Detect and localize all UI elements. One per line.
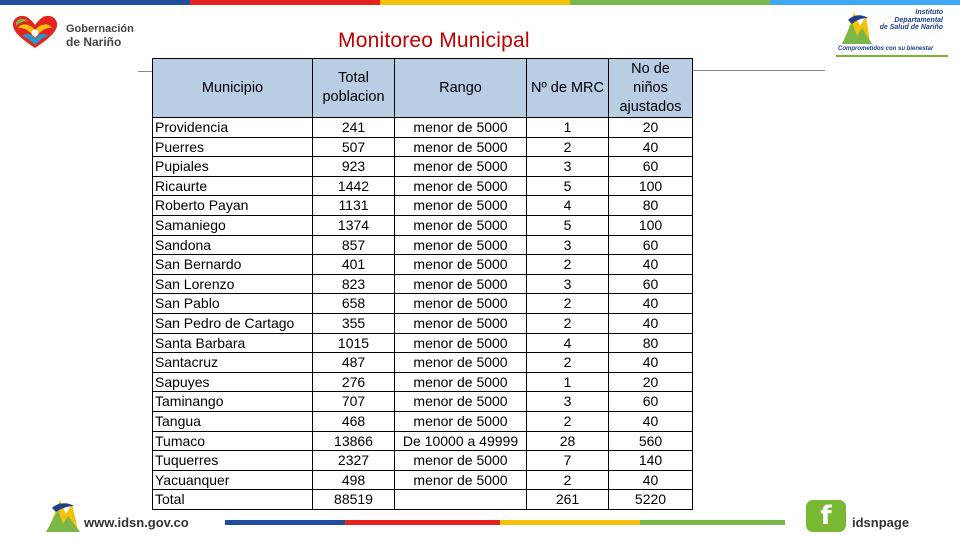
cell-municipio: Sapuyes (153, 372, 313, 392)
cell-municipio: Santacruz (153, 353, 313, 373)
table-row (153, 392, 693, 412)
header-ninos-ajustados: No de niños ajustados (609, 59, 693, 118)
cell-rango: menor de 5000 (395, 215, 527, 235)
cell-rango: menor de 5000 (395, 470, 527, 490)
title-rule-left (138, 71, 152, 72)
cell-ninos-ajustados: 80 (609, 333, 693, 353)
cell-mrc: 5 (527, 215, 609, 235)
footer-color-bar (225, 520, 785, 525)
cell-mrc: 1 (527, 118, 609, 138)
cell-rango: menor de 5000 (395, 294, 527, 314)
cell-mrc: 2 (527, 294, 609, 314)
cell-mrc: 2 (527, 470, 609, 490)
idsn-logo (836, 8, 948, 58)
cell-total-poblacion: 1015 (313, 333, 395, 353)
facebook-glyph: f (820, 501, 832, 531)
website-link[interactable]: www.idsn.gov.co (84, 515, 189, 530)
idsn-footer-emblem-icon (44, 496, 84, 534)
cell-municipio: Taminango (153, 392, 313, 412)
idsn-underline (836, 55, 948, 57)
idsn-line1: Instituto (915, 9, 943, 16)
cell-total-poblacion: 355 (313, 313, 395, 333)
cell-municipio: Santa Barbara (153, 333, 313, 353)
cell-mrc: 3 (527, 392, 609, 412)
cell-ninos-ajustados: 140 (609, 451, 693, 471)
cell-total-poblacion: 487 (313, 353, 395, 373)
table-row (153, 313, 693, 333)
cell-ninos-ajustados: 560 (609, 431, 693, 451)
cell-mrc: 4 (527, 196, 609, 216)
cell-total-poblacion: 658 (313, 294, 395, 314)
table-row (153, 470, 693, 490)
table-row (153, 490, 693, 510)
municipal-monitoring-table (152, 58, 693, 510)
cell-mrc: 2 (527, 255, 609, 275)
cell-mrc: 2 (527, 137, 609, 157)
cell-municipio: Yacuanquer (153, 470, 313, 490)
cell-ninos-ajustados: 20 (609, 118, 693, 138)
cell-total-poblacion: 468 (313, 411, 395, 431)
cell-rango: menor de 5000 (395, 353, 527, 373)
cell-ninos-ajustados: 40 (609, 353, 693, 373)
cell-municipio: Roberto Payan (153, 196, 313, 216)
table-row (153, 118, 693, 138)
cell-municipio: Sandona (153, 235, 313, 255)
cell-total-poblacion: 241 (313, 118, 395, 138)
cell-total-poblacion: 507 (313, 137, 395, 157)
cell-municipio: Ricaurte (153, 176, 313, 196)
cell-total-poblacion: 1442 (313, 176, 395, 196)
table-row (153, 235, 693, 255)
cell-mrc: 3 (527, 274, 609, 294)
cell-ninos-ajustados: 5220 (609, 490, 693, 510)
cell-ninos-ajustados: 40 (609, 411, 693, 431)
table-row (153, 372, 693, 392)
cell-rango: menor de 5000 (395, 274, 527, 294)
cell-mrc: 4 (527, 333, 609, 353)
table-row (153, 137, 693, 157)
cell-total-poblacion: 1374 (313, 215, 395, 235)
cell-rango: menor de 5000 (395, 196, 527, 216)
cell-ninos-ajustados: 80 (609, 196, 693, 216)
table-row (153, 353, 693, 373)
cell-rango: menor de 5000 (395, 157, 527, 177)
cell-total-poblacion: 13866 (313, 431, 395, 451)
cell-ninos-ajustados: 60 (609, 274, 693, 294)
cell-municipio: Tumaco (153, 431, 313, 451)
facebook-icon[interactable] (806, 500, 846, 532)
cell-mrc: 3 (527, 235, 609, 255)
cell-total-poblacion: 707 (313, 392, 395, 412)
table-row (153, 431, 693, 451)
cell-rango: menor de 5000 (395, 392, 527, 412)
cell-ninos-ajustados: 40 (609, 137, 693, 157)
table-header-row (153, 59, 693, 118)
idsn-logo-text (869, 9, 943, 32)
header-municipio: Municipio (153, 59, 313, 118)
cell-municipio: Samaniego (153, 215, 313, 235)
header-total-poblacion: Total poblacion (313, 59, 395, 118)
cell-mrc: 2 (527, 353, 609, 373)
cell-municipio: Total (153, 490, 313, 510)
cell-total-poblacion: 276 (313, 372, 395, 392)
cell-municipio: Tangua (153, 411, 313, 431)
cell-mrc: 2 (527, 313, 609, 333)
cell-total-poblacion: 401 (313, 255, 395, 275)
cell-ninos-ajustados: 20 (609, 372, 693, 392)
page-title: Monitoreo Municipal (338, 29, 530, 52)
cell-municipio: San Lorenzo (153, 274, 313, 294)
top-color-bar (0, 0, 960, 5)
header-mrc: Nº de MRC (527, 59, 609, 118)
cell-total-poblacion: 823 (313, 274, 395, 294)
cell-ninos-ajustados: 40 (609, 470, 693, 490)
cell-rango: menor de 5000 (395, 137, 527, 157)
cell-total-poblacion: 857 (313, 235, 395, 255)
title-rule-right (692, 70, 825, 71)
cell-rango: De 10000 a 49999 (395, 431, 527, 451)
cell-mrc: 7 (527, 451, 609, 471)
cell-rango (395, 490, 527, 510)
cell-total-poblacion: 923 (313, 157, 395, 177)
cell-rango: menor de 5000 (395, 255, 527, 275)
cell-mrc: 2 (527, 411, 609, 431)
gobernacion-narino-logo (10, 14, 150, 54)
cell-ninos-ajustados: 40 (609, 294, 693, 314)
cell-mrc: 3 (527, 157, 609, 177)
cell-ninos-ajustados: 60 (609, 392, 693, 412)
cell-rango: menor de 5000 (395, 118, 527, 138)
table-row (153, 196, 693, 216)
cell-mrc: 261 (527, 490, 609, 510)
cell-municipio: Puerres (153, 137, 313, 157)
cell-ninos-ajustados: 100 (609, 215, 693, 235)
table-row (153, 255, 693, 275)
table-row (153, 451, 693, 471)
table-row (153, 294, 693, 314)
cell-mrc: 1 (527, 372, 609, 392)
cell-mrc: 28 (527, 431, 609, 451)
heart-logo-icon (10, 14, 60, 50)
table-row (153, 411, 693, 431)
idsn-line2: Departamental (894, 16, 943, 24)
table-row (153, 333, 693, 353)
cell-rango: menor de 5000 (395, 313, 527, 333)
gob-logo-line2: de Nariño (66, 35, 122, 49)
cell-rango: menor de 5000 (395, 176, 527, 196)
cell-total-poblacion: 88519 (313, 490, 395, 510)
header-rango: Rango (395, 59, 527, 118)
cell-rango: menor de 5000 (395, 451, 527, 471)
gob-logo-line1: Gobernación (66, 23, 134, 35)
table-row (153, 274, 693, 294)
social-handle[interactable]: idsnpage (852, 515, 910, 530)
cell-municipio: Pupiales (153, 157, 313, 177)
table-row (153, 176, 693, 196)
cell-rango: menor de 5000 (395, 411, 527, 431)
table-row (153, 215, 693, 235)
cell-mrc: 5 (527, 176, 609, 196)
cell-municipio: Tuquerres (153, 451, 313, 471)
cell-municipio: San Bernardo (153, 255, 313, 275)
cell-total-poblacion: 2327 (313, 451, 395, 471)
cell-total-poblacion: 498 (313, 470, 395, 490)
cell-municipio: San Pablo (153, 294, 313, 314)
table-row (153, 157, 693, 177)
cell-ninos-ajustados: 60 (609, 235, 693, 255)
cell-rango: menor de 5000 (395, 372, 527, 392)
cell-ninos-ajustados: 40 (609, 313, 693, 333)
cell-rango: menor de 5000 (395, 235, 527, 255)
cell-ninos-ajustados: 60 (609, 157, 693, 177)
idsn-line3: de Salud de Nariño (879, 24, 943, 31)
cell-total-poblacion: 1131 (313, 196, 395, 216)
cell-municipio: San Pedro de Cartago (153, 313, 313, 333)
cell-rango: menor de 5000 (395, 333, 527, 353)
cell-ninos-ajustados: 100 (609, 176, 693, 196)
idsn-tagline: Comprometidos con su bienestar (838, 46, 934, 52)
cell-ninos-ajustados: 40 (609, 255, 693, 275)
cell-municipio: Providencia (153, 118, 313, 138)
